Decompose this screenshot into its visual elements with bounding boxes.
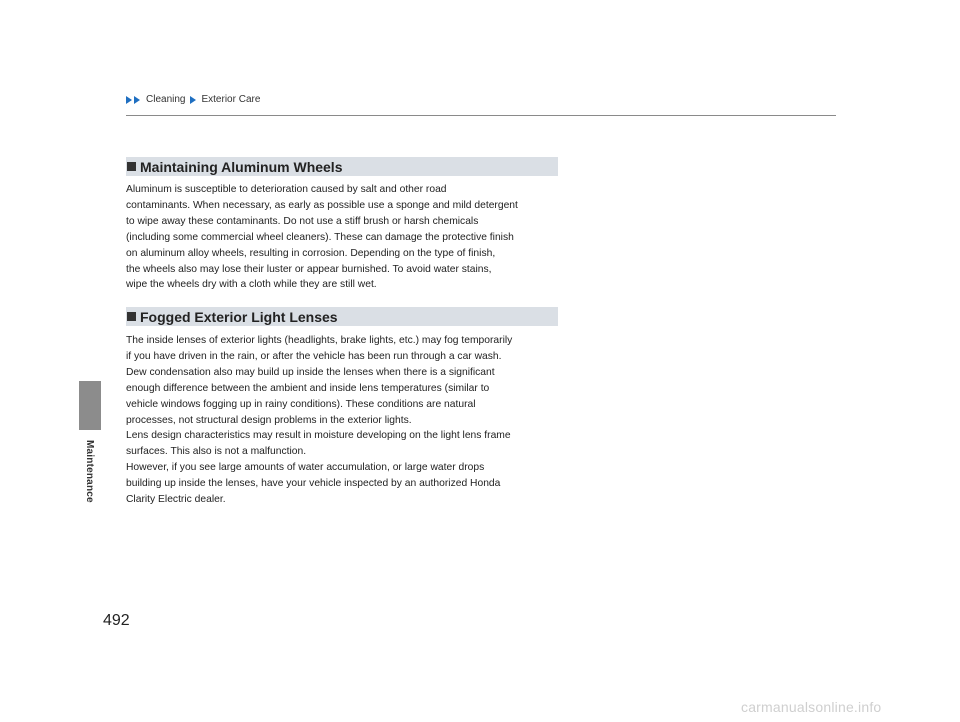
body-line: to wipe away these contaminants. Do not use a stiff brush or harsh chemicals <box>126 215 479 227</box>
body-line: Aluminum is susceptible to deterioration caused by salt and other road <box>126 184 447 195</box>
chapter-tab-marker <box>79 381 101 430</box>
body-line: contaminants. When necessary, as early as possible use a sponge and mild detergent <box>126 199 518 211</box>
page-number: 492 <box>103 612 130 629</box>
breadcrumb <box>126 94 260 105</box>
body-line: Clarity Electric dealer. <box>126 494 226 506</box>
section-body <box>126 182 558 293</box>
body-line: if you have driven in the rain, or after the vehicle has been run through a car wash. <box>126 350 502 362</box>
section-square-icon <box>127 162 136 171</box>
body-line: surfaces. This also is not a malfunction. <box>126 446 307 458</box>
header-divider <box>126 115 836 116</box>
body-line: on aluminum alloy wheels, resulting in corrosion. Depending on the type of finish, <box>126 247 496 259</box>
section-fogged-lenses <box>126 307 558 508</box>
body-line: vehicle windows fogging up in rainy conditions). These conditions are natural <box>126 398 476 410</box>
body-line: processes, not structural design problems in the exterior lights. <box>126 414 412 426</box>
body-line: The inside lenses of exterior lights (headlights, brake lights, etc.) may fog temporarily <box>126 335 513 346</box>
body-line: wipe the wheels dry with a cloth while they are still wet. <box>126 279 377 291</box>
body-line: (including some commercial wheel cleaners). These can damage the protective finish <box>126 231 514 243</box>
breadcrumb-separator-icon <box>190 96 196 104</box>
section-title: Maintaining Aluminum Wheels <box>140 158 343 175</box>
breadcrumb-arrows-icon <box>126 96 141 104</box>
body-line: building up inside the lenses, have your vehicle inspected by an authorized Honda <box>126 478 501 490</box>
breadcrumb-item-exterior-care[interactable]: Exterior Care <box>201 94 261 105</box>
body-line: the wheels also may lose their luster or appear burnished. To avoid water stains, <box>126 263 492 275</box>
section-aluminum-wheels <box>126 157 558 293</box>
section-square-icon <box>127 312 136 321</box>
body-line: Lens design characteristics may result in moisture developing on the light lens frame <box>126 430 511 442</box>
body-line: Dew condensation also may build up inside the lenses when there is a significant <box>126 366 495 378</box>
body-line: However, if you see large amounts of water accumulation, or large water drops <box>126 462 485 474</box>
breadcrumb-item-cleaning[interactable]: Cleaning <box>146 94 186 105</box>
chapter-label[interactable]: Maintenance <box>84 440 95 503</box>
section-header <box>126 307 558 326</box>
body-line: enough difference between the ambient and inside lens temperatures (similar to <box>126 382 490 394</box>
section-body <box>126 333 558 508</box>
section-header <box>126 157 558 176</box>
watermark: carmanualsonline.info <box>741 699 882 715</box>
section-title: Fogged Exterior Light Lenses <box>140 308 338 325</box>
